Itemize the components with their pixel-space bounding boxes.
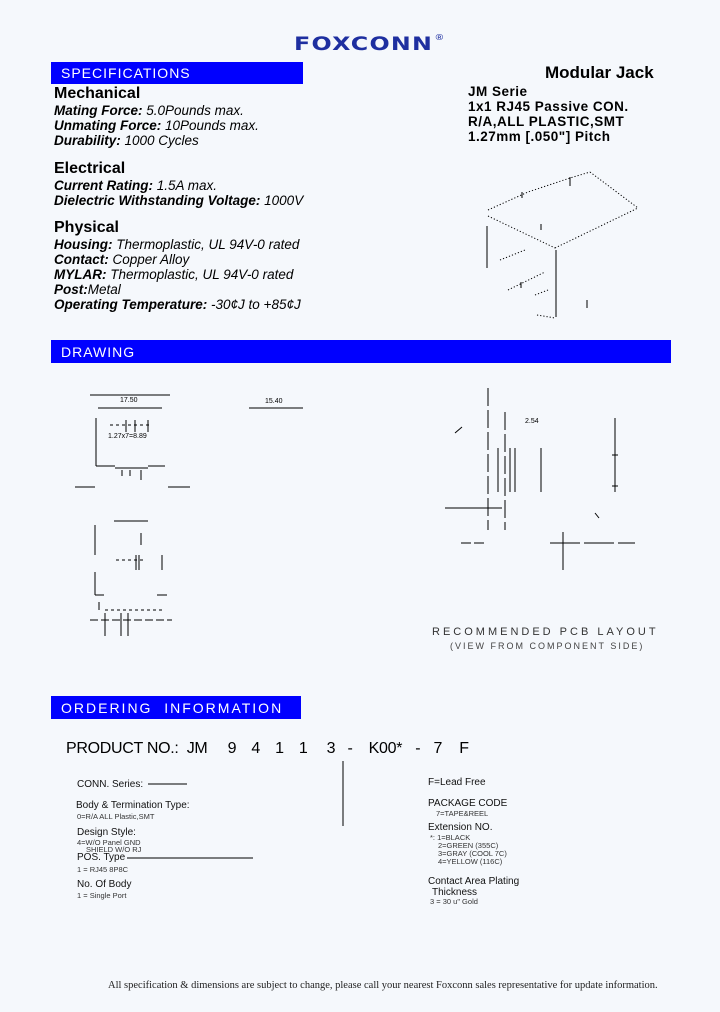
ordering-label: ORDERING INFORMATION — [61, 699, 284, 716]
spec-value: 5.0Pounds max. — [142, 103, 244, 118]
spec-value: Copper Alloy — [108, 252, 190, 267]
product-type: 1x1 RJ45 Passive CON. — [468, 99, 629, 114]
field-design-style-value: 4=W/O Panel GND — [77, 838, 141, 847]
spec-label: Contact: — [54, 252, 109, 267]
pn-pos-type: 1 — [275, 740, 284, 757]
svg-text:2.54: 2.54 — [525, 418, 539, 425]
foxconn-logo — [294, 33, 446, 55]
field-pos-type-value: 1 = RJ45 8P8C — [77, 865, 129, 874]
logo-text: FOXCONN — [294, 33, 434, 55]
specifications-label: SPECIFICATIONS — [61, 65, 191, 81]
field-package-code: PACKAGE CODE — [428, 798, 508, 809]
field-body-termination: Body & Termination Type: — [76, 800, 190, 811]
field-contact-plating: Contact Area Plating — [428, 876, 520, 887]
spec-label: Post: — [54, 282, 88, 297]
product-construction: R/A,ALL PLASTIC,SMT — [468, 114, 625, 129]
spec-label: Housing: — [54, 237, 113, 252]
pn-body-type: 9 — [227, 740, 237, 757]
spec-value: -30¢J to +85¢J — [207, 297, 301, 312]
technical-drawing — [0, 370, 720, 670]
physical-title: Physical — [54, 219, 119, 236]
spec-value: Metal — [87, 282, 121, 297]
spec-value: 1000 Cycles — [120, 133, 199, 148]
pn-extension: K00* — [368, 740, 403, 757]
spec-value: 1.5A max. — [153, 178, 218, 193]
spec-unmating-force — [54, 118, 259, 133]
spec-value: Thermoplastic, UL 94V-0 rated — [106, 267, 294, 282]
drawing-header — [51, 340, 671, 363]
pn-series: JM — [186, 740, 208, 757]
product-isometric-image — [470, 150, 670, 330]
field-pos-type: POS. Type — [77, 852, 126, 863]
spec-value: 1000V — [260, 193, 304, 208]
pcb-layout-caption: RECOMMENDED PCB LAYOUT — [432, 626, 659, 638]
product-series: JM Serie — [468, 84, 528, 99]
field-no-of-body-value: 1 = Single Port — [77, 891, 127, 900]
spec-value: 10Pounds max. — [161, 118, 259, 133]
field-package-code-value: 7=TAPE&REEL — [436, 809, 489, 818]
field-extension-value-4: 4=YELLOW (116C) — [438, 857, 503, 866]
spec-value: Thermoplastic, UL 94V-0 rated — [112, 237, 300, 252]
spec-durability — [54, 133, 199, 148]
spec-post — [54, 282, 121, 297]
spec-contact — [54, 252, 189, 267]
registered-mark: ® — [434, 33, 446, 42]
pn-plating: 3 — [326, 740, 336, 757]
field-thickness: Thickness — [432, 887, 478, 898]
spec-label: MYLAR: — [54, 267, 107, 282]
field-design-style-value-2: SHIELD W/O RJ — [86, 845, 142, 854]
drawing-label: DRAWING — [61, 343, 136, 360]
ordering-header — [51, 696, 301, 719]
field-extension-no: Extension NO. — [428, 822, 493, 833]
pn-dash: - — [347, 740, 353, 757]
field-lead-free: F=Lead Free — [428, 777, 486, 788]
svg-text:1.27x7=8.89: 1.27x7=8.89 — [108, 433, 147, 440]
spec-label: Unmating Force: — [54, 118, 162, 133]
pcb-layout-subcaption: (VIEW FROM COMPONENT SIDE) — [450, 641, 645, 651]
spec-mating-force — [54, 103, 244, 118]
specifications-header — [51, 62, 303, 84]
footer-disclaimer: All specification & dimensions are subject to change, please call your nearest Foxconn sales representative for update information. — [108, 980, 658, 991]
pn-package: 7 — [433, 740, 443, 757]
field-design-style: Design Style: — [77, 827, 136, 838]
field-extension-value-3: 3=GRAY (COOL 7C) — [438, 849, 507, 858]
spec-dielectric-voltage — [54, 193, 303, 208]
spec-operating-temperature — [54, 297, 301, 312]
svg-text:17.50: 17.50 — [120, 397, 138, 404]
product-title: Modular Jack — [545, 63, 654, 82]
electrical-title: Electrical — [54, 160, 126, 177]
field-thickness-value: 3 = 30 u" Gold — [430, 897, 478, 906]
pn-design-style: 4 — [251, 740, 260, 757]
spec-current-rating — [54, 178, 217, 193]
field-conn-series: CONN. Series: — [77, 779, 144, 790]
pn-no-of-body: 1 — [298, 740, 308, 757]
spec-label: Current Rating: — [54, 178, 153, 193]
spec-label: Dielectric Withstanding Voltage: — [54, 193, 261, 208]
spec-mylar — [54, 267, 293, 282]
product-no-label: PRODUCT NO.: — [66, 740, 179, 757]
svg-text:15.40: 15.40 — [265, 398, 283, 405]
field-no-of-body: No. Of Body — [77, 879, 132, 890]
spec-housing — [54, 237, 299, 252]
field-body-termination-value: 0=R/A ALL Plastic,SMT — [77, 812, 155, 821]
product-pitch: 1.27mm [.050"] Pitch — [468, 129, 611, 144]
field-extension-value-1: *: 1=BLACK — [430, 833, 471, 842]
spec-label: Mating Force: — [54, 103, 143, 118]
spec-label: Durability: — [54, 133, 121, 148]
pn-lead-free: F — [459, 740, 469, 757]
spec-label: Operating Temperature: — [54, 297, 208, 312]
field-extension-value-2: 2=GREEN (355C) — [438, 841, 499, 850]
pn-dash: - — [415, 740, 421, 757]
mechanical-title: Mechanical — [54, 85, 141, 102]
